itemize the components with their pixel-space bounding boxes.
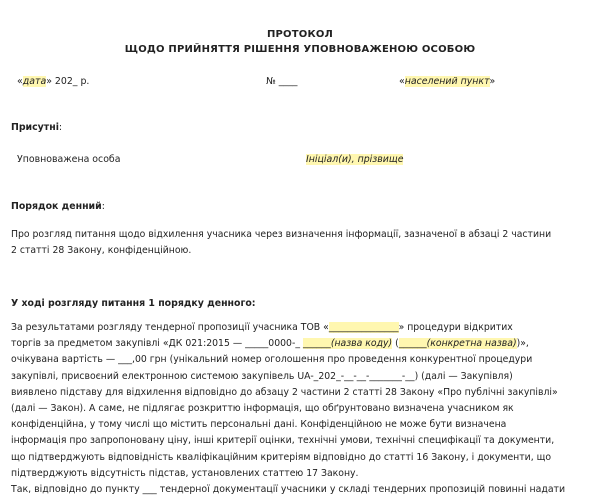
specific-name-placeholder: ______(конкретна назва) <box>398 338 517 350</box>
protocol-number: № ____ <box>266 76 298 87</box>
code-name-placeholder: ______(назва коду) <box>302 338 393 350</box>
present-heading: Присутні: <box>11 122 63 133</box>
discussion-heading: У ході розгляду питання 1 порядку денного: <box>11 298 256 309</box>
discussion-paragraph: За результатами розгляду тендерної пропозиції учасника ТОВ «_______________» процедури відкритих торгів за предметом закупівлі «ДК 021:2015 — _____0000-_ ______(назва коду) (______(конкретна назва))», очікувана вартість — ___,00 грн (унікальний номер оголошення про проведення конкурентної процедури закупівлі, присвоєний електронною системою закупівель UA-_202_-__-__-_______-__) (далі — Закупівля) виявлено підставу для відхилення відповідно до абзацу 2 частини 2 статті 28 Закону «Про публічні закупівлі» (далі — Закон). А саме, не підлягає розкриттю інформація, що обґрунтовано визначена учасником як конфіденційна, у тому числі що містить персональні дані. Конфіденційною не може бути визначена інформація про запропоновану ціну, інші критерії оцінки, технічні умови, технічні специфікації та документи, що підтверджують відповідність кваліфікаційним критеріям відповідно до статті 16 Закону, і документи, що підтверджують відсутність підстав, установлених статтею 17 Закону. <box>11 322 558 479</box>
document-title: ПРОТОКОЛ <box>266 29 334 40</box>
agenda-heading: Порядок денний: <box>11 201 105 212</box>
initials-placeholder: Ініціал(и), прізвище <box>306 154 404 165</box>
place-field: «населений пункт» <box>399 76 496 87</box>
company-name-placeholder: _______________ <box>328 322 399 333</box>
continuation-paragraph: Так, відповідно до пункту ___ тендерної документації учасники у складі тендерних пропозицій повинні надати <box>11 484 566 495</box>
date-field: «дата» 202_ р. <box>17 76 90 87</box>
authorized-person-label: Уповноважена особа <box>17 154 121 165</box>
agenda-text: Про розгляд питання щодо відхилення учасника через визначення інформації, зазначеної в абзаці 2 частини 2 статті 28 Закону, конфіденційною. <box>11 229 552 257</box>
date-placeholder: дата <box>22 76 47 87</box>
document-subtitle: ЩОДО ПРИЙНЯТТЯ РІШЕННЯ УПОВНОВАЖЕНОЮ ОСОБОЮ <box>124 44 476 55</box>
place-placeholder: населений пункт <box>404 76 490 87</box>
